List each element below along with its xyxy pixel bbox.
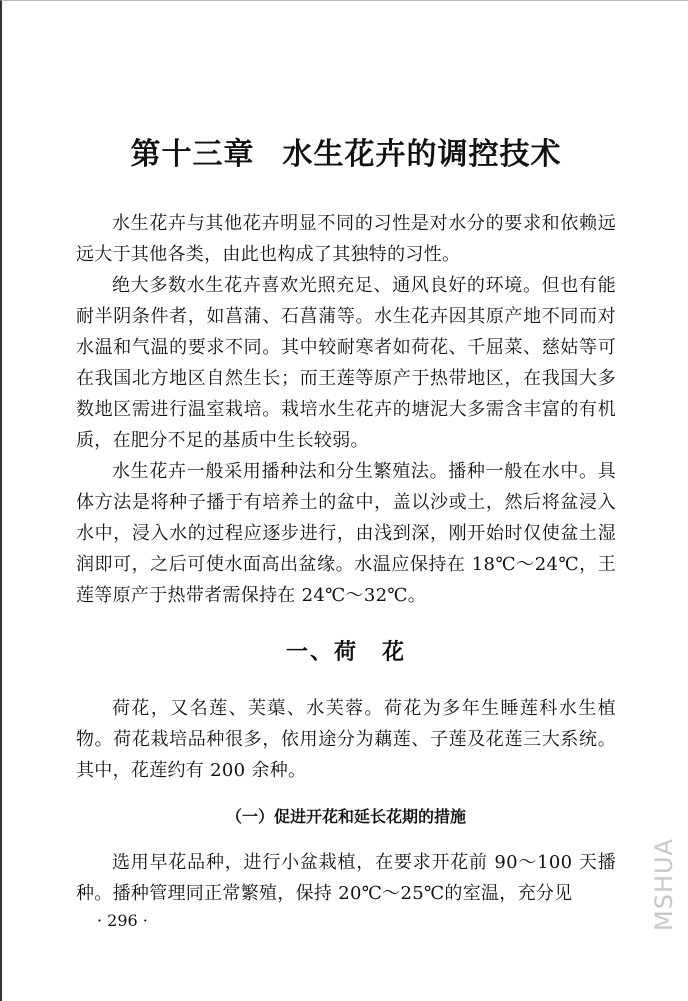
lotus-intro-paragraph: 荷花，又名莲、芙蕖、水芙蓉。荷花为多年生睡莲科水生植物。荷花栽培品种很多，依用途分为藕莲、子莲及花莲三大系统。其中，花莲约有 200 余种。 <box>76 698 616 781</box>
subsection-title: （一）促进开花和延长花期的措施 <box>225 807 466 826</box>
propagation-paragraph: 水生花卉一般采用播种法和分生繁殖法。播种一般在水中。具体方法是将种子播于有培养土的盆中，盖以沙或土，然后将盆浸入水中，浸入水的过程应逐步进行，由浅到深，刚开始时仅使盆土湿润即可，之后可使水面高出盆缘。水温应保持在 18℃～24℃，王莲等原产于热带者需保持在 24℃～32℃。 <box>76 461 616 606</box>
subsection-paragraph: 选用早花品种，进行小盆栽植，在要求开花前 90～100 天播种。播种管理同正常繁殖，保持 20℃～25℃的室温，充分见 <box>76 852 616 904</box>
chapter-number: 第十三章 <box>130 137 255 172</box>
page-number: · 296 · <box>97 911 148 930</box>
chapter-title: 水生花卉的调控技术 <box>282 137 562 172</box>
intro-paragraph: 水生花卉与其他花卉明显不同的习性是对水分的要求和依赖远远大于其他各类，由此也构成了其独特的习性。 <box>76 213 616 265</box>
environment-paragraph: 绝大多数水生花卉喜欢光照充足、通风良好的环境。但也有能耐半阴条件者，如菖蒲、石菖蒲等。水生花卉因其原产地不同而对水温和气温的要求不同。其中较耐寒者如荷花、千屈菜、慈姑等可在我国北方地区自然生长；而王莲等原产于热带地区，在我国大多数地区需进行温室栽培。栽培水生花卉的塘泥大多需含丰富的有机质，在肥分不足的基质中生长较弱。 <box>76 275 616 451</box>
section-title: 一、荷 花 <box>285 640 406 665</box>
chapter-heading <box>2 129 688 173</box>
watermark: MSHUA <box>650 838 678 931</box>
